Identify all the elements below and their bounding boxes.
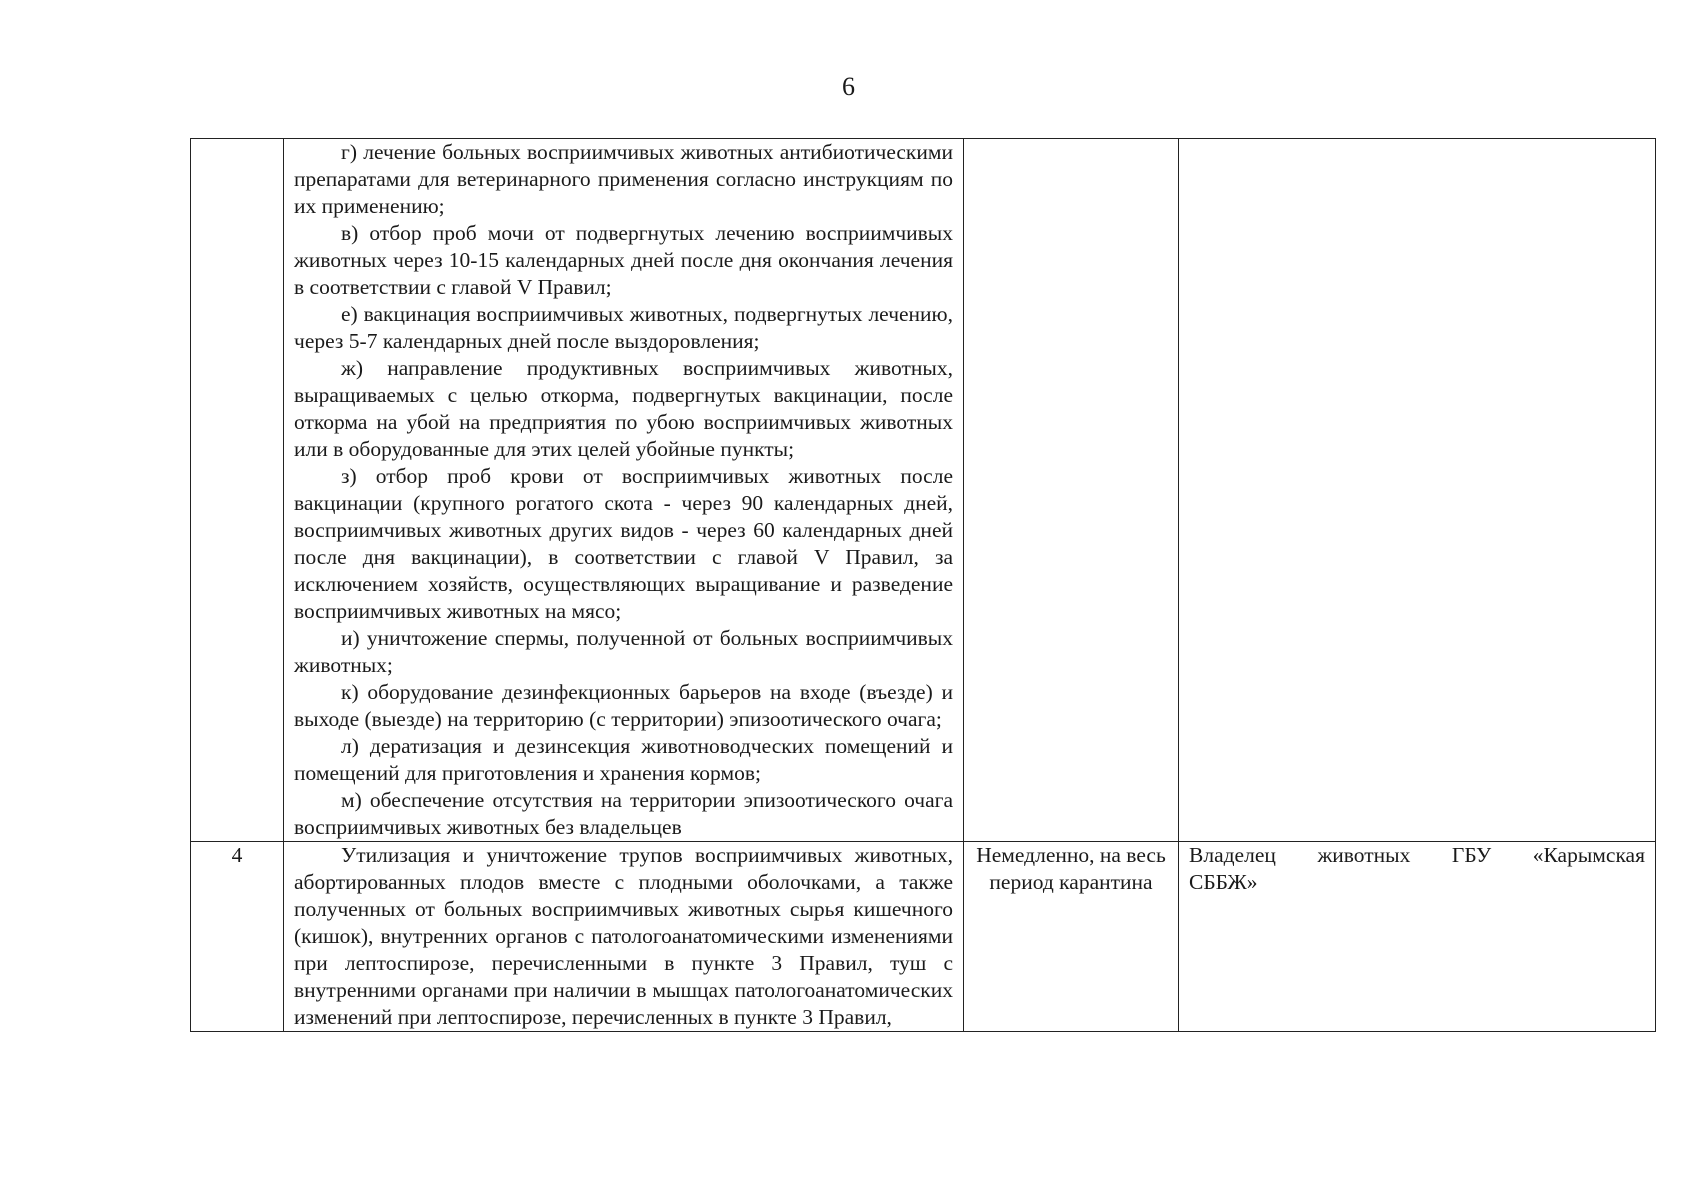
table-row [191,139,1656,842]
table-row [191,842,1656,1032]
measure-paragraph: л) дератизация и дезинсекция животноводческих помещений и помещений для приготовления и хранения кормов; [294,734,953,785]
measure-paragraph: в) отбор проб мочи от подвергнутых лечению восприимчивых животных через 10-15 календарных дней после дня окончания лечения в соответствии с главой V Правил; [294,221,953,299]
responsible-line: Владелец животных ГБУ «Карымская [1189,843,1645,867]
measure-paragraph: з) отбор проб крови от восприимчивых животных после вакцинации (крупного рогатого скота - через 90 календарных дней, восприимчивых животных других видов - через 60 календарных дней после дня вакцинации), в соответствии с главой V Правил, за исключением хозяйств, осуществляющих выращивание и разведение восприимчивых животных на мясо; [294,464,953,623]
measure-paragraph: е) вакцинация восприимчивых животных, подвергнутых лечению, через 5-7 календарных дней после выздоровления; [294,302,953,353]
measures-table [190,138,1656,1032]
responsible-cell [1179,139,1656,842]
measure-paragraph: Утилизация и уничтожение трупов восприимчивых животных, абортированных плодов вместе с плодными оболочками, а также полученных от больных восприимчивых животных сырья кишечного (кишок), внутренних органов с патологоанатомическими изменениями при лептоспирозе, перечисленными в пункте 3 Правил, туш с внутренними органами при наличии в мышцах патологоанатомических изменений при лептоспирозе, перечисленных в пункте 3 Правил, [294,843,953,1029]
responsible-line: СББЖ» [1189,870,1258,894]
row-number-cell: 4 [191,842,284,1032]
row-number-cell [191,139,284,842]
measure-paragraph: к) оборудование дезинфекционных барьеров на входе (въезде) и выходе (выезде) на территорию (с территории) эпизоотического очага; [294,680,953,731]
term-cell: Немедленно, на весь период карантина [964,842,1179,1032]
measure-paragraph: и) уничтожение спермы, полученной от больных восприимчивых животных; [294,626,953,677]
measure-paragraph: г) лечение больных восприимчивых животных антибиотическими препаратами для ветеринарного применения согласно инструкциям по их применению; [294,140,953,218]
responsible-cell [1179,842,1656,1032]
measure-cell [284,139,964,842]
page-number: 6 [842,72,855,101]
measure-cell [284,842,964,1032]
measure-paragraph: м) обеспечение отсутствия на территории эпизоотического очага восприимчивых животных без владельцев [294,788,953,839]
term-cell [964,139,1179,842]
measure-paragraph: ж) направление продуктивных восприимчивых животных, выращиваемых с целью откорма, подвергнутых вакцинации, после откорма на убой на предприятия по убою восприимчивых животных или в оборудованные для этих целей убойные пункты; [294,356,953,461]
